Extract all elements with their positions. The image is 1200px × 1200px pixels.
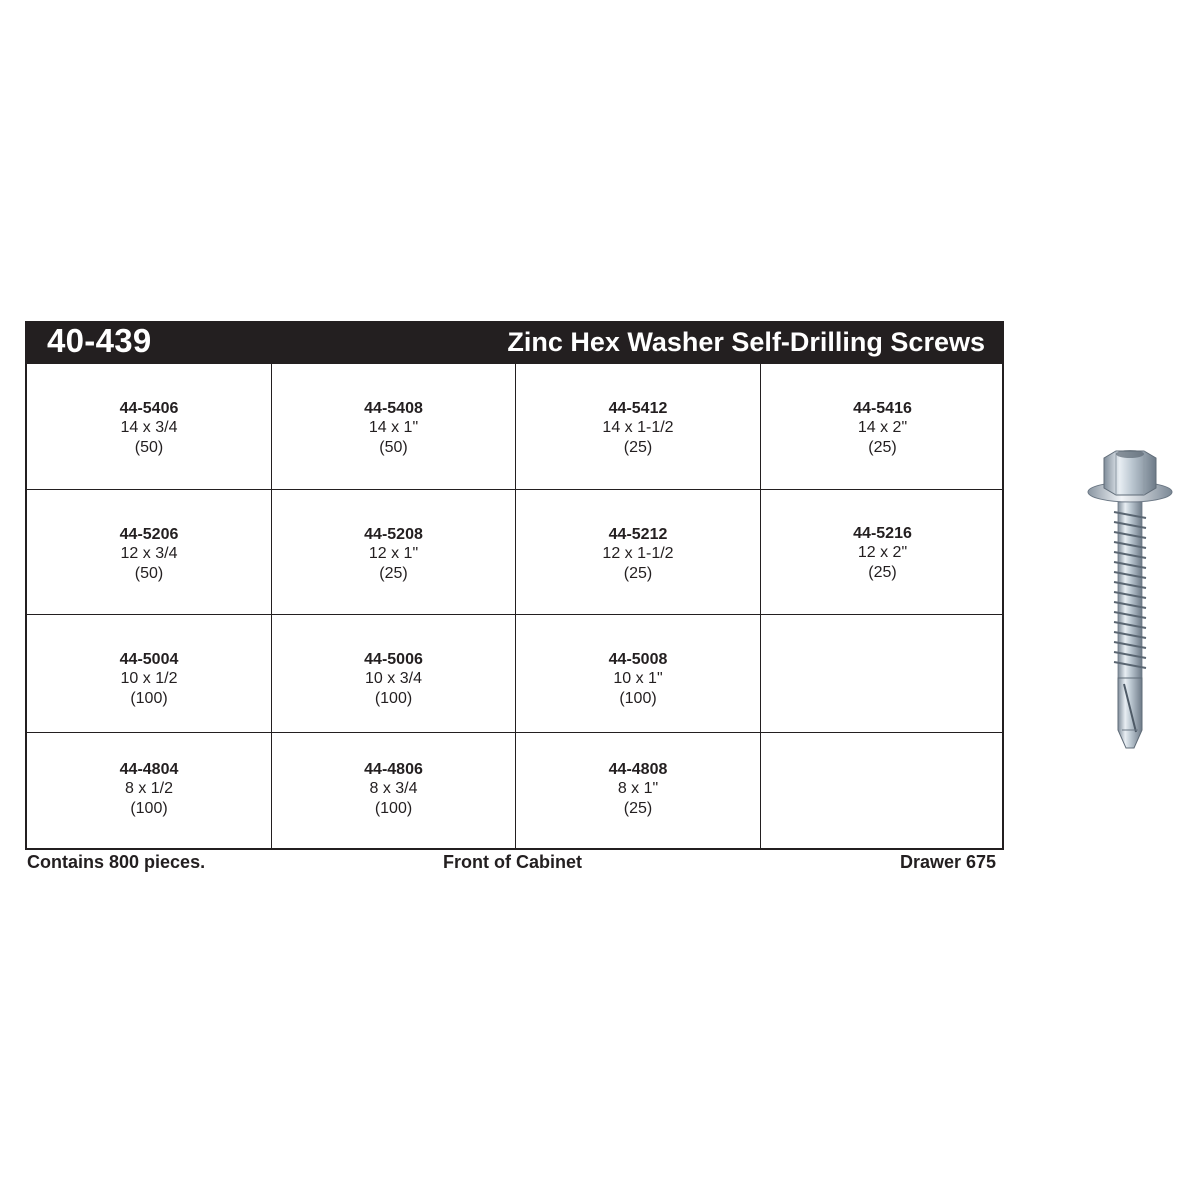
cabinet-location: Front of Cabinet [443,852,582,872]
piece-count: (100) [374,690,413,707]
part-number: 44-5412 [608,400,668,417]
screw-size: 14 x 3/4 [120,419,178,436]
piece-count: (50) [134,565,164,582]
compartment-grid [25,364,1004,850]
part-number: 44-5008 [608,651,668,668]
piece-count: (25) [868,564,897,581]
piece-total: Contains 800 pieces. [27,852,206,872]
compartment-cell [272,733,516,848]
part-number: 44-5006 [364,651,423,668]
compartment-cell [516,615,761,733]
part-number: 44-5406 [119,400,179,417]
piece-count: (100) [130,800,168,817]
piece-count: (50) [134,439,164,456]
screw-size: 12 x 2" [857,544,908,561]
screw-size: 12 x 3/4 [120,545,178,562]
screw-size: 8 x 1/2 [124,780,174,797]
hex-washer-screw-icon [1080,448,1180,754]
piece-count: (100) [619,690,657,707]
part-number: 44-5206 [119,526,179,543]
piece-count: (25) [868,439,897,456]
part-number: 44-5212 [608,526,668,543]
part-number: 44-4804 [119,761,179,778]
piece-count: (25) [623,800,653,817]
screw-size: 8 x 3/4 [369,780,418,797]
compartment-cell [27,733,272,848]
part-number: 44-5416 [853,400,912,417]
piece-count: (100) [130,690,168,707]
compartment-cell [761,364,1004,490]
compartment-cell [516,733,761,848]
part-number: 44-5216 [853,525,912,542]
screw-size: 10 x 1/2 [120,670,178,687]
assortment-number: 40-439 [47,322,152,359]
compartment-cell [516,490,761,615]
compartment-cell-empty [761,615,1004,733]
compartment-cell [761,490,1004,615]
piece-count: (50) [379,439,408,456]
screw-size: 12 x 1" [368,545,419,562]
part-number: 44-4806 [364,761,423,778]
compartment-cell [27,364,272,490]
screw-size: 10 x 1" [613,670,663,687]
compartment-cell [27,490,272,615]
part-number: 44-4808 [608,761,668,778]
screw-size: 14 x 1-1/2 [602,419,674,436]
assortment-title: Zinc Hex Washer Self-Drilling Screws [507,327,985,357]
piece-count: (25) [623,565,653,582]
compartment-cell [516,364,761,490]
part-number: 44-5004 [119,651,179,668]
compartment-cell-empty [761,733,1004,848]
drawer-number: Drawer 675 [900,852,997,872]
screw-size: 8 x 1" [617,780,659,797]
screw-size: 10 x 3/4 [365,670,422,687]
compartment-cell [272,490,516,615]
screw-size: 12 x 1-1/2 [602,545,674,562]
part-number: 44-5408 [364,400,423,417]
screw-size: 14 x 1" [368,419,419,436]
compartment-cell [272,615,516,733]
part-number: 44-5208 [364,526,423,543]
piece-count: (25) [623,439,653,456]
piece-count: (25) [379,565,408,582]
screw-size: 14 x 2" [857,419,908,436]
compartment-cell [27,615,272,733]
piece-count: (100) [374,800,413,817]
compartment-cell [272,364,516,490]
label-header [25,321,1004,364]
